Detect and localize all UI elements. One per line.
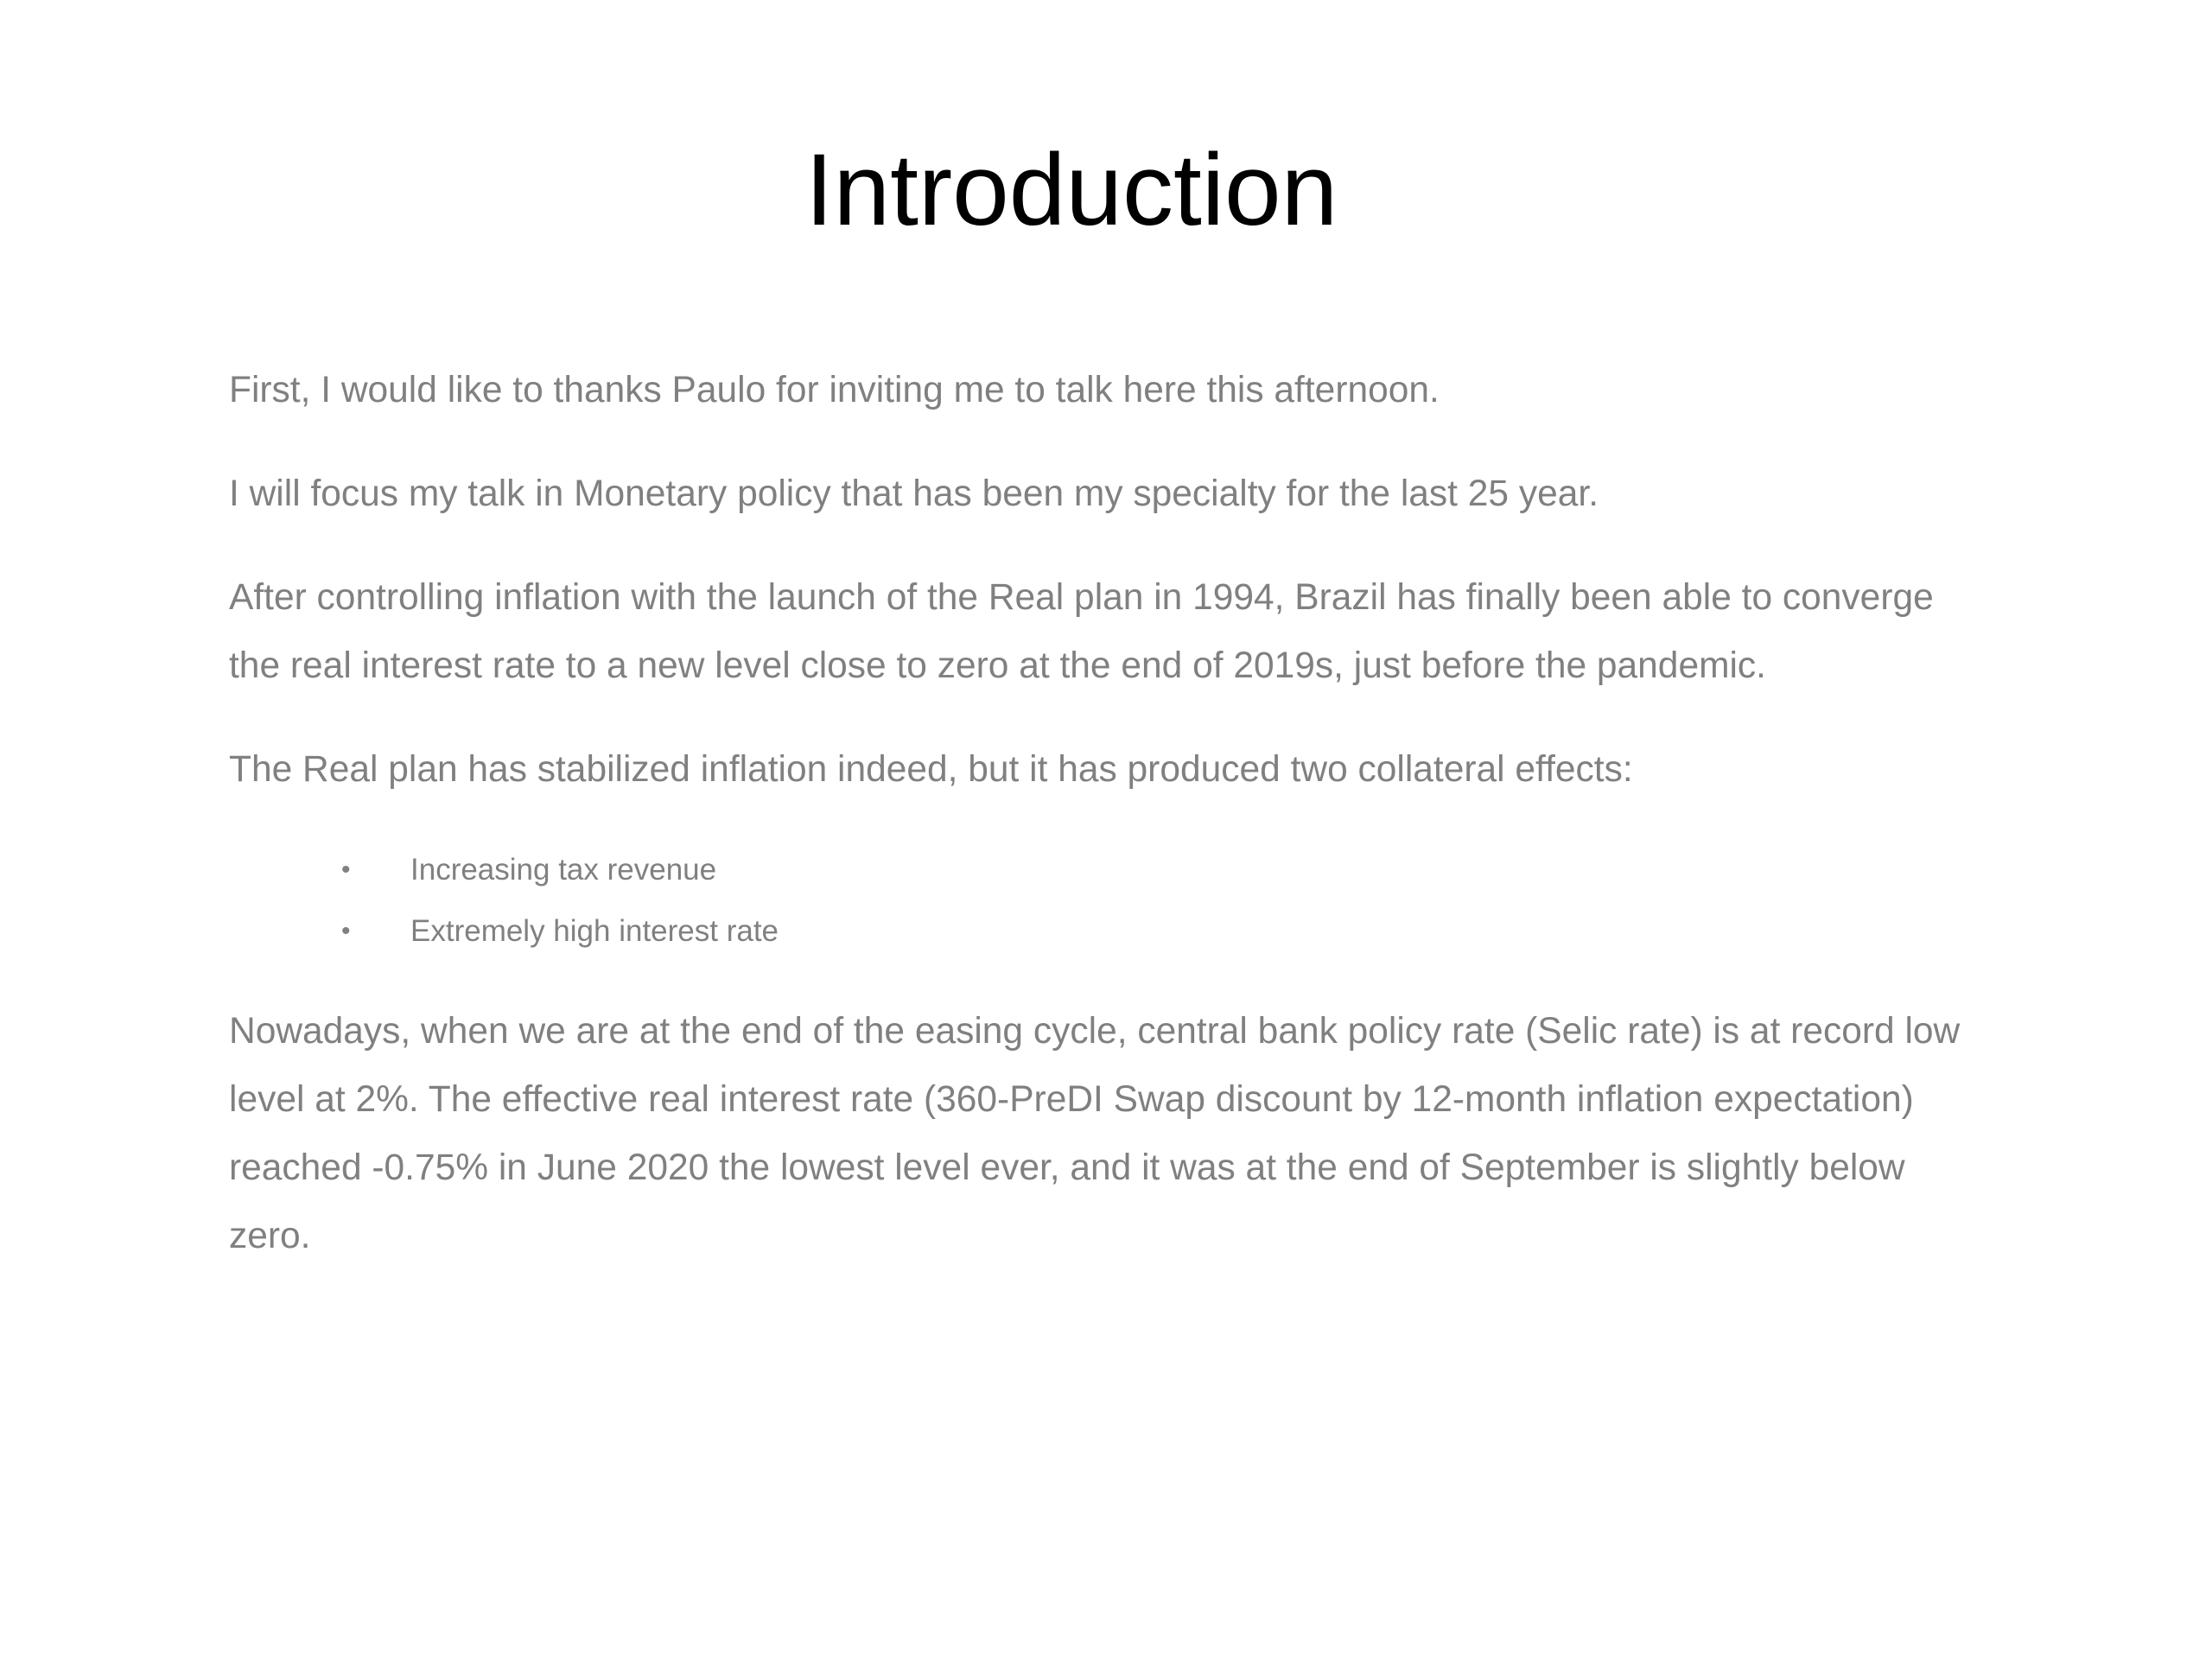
paragraph-current-rates: Nowadays, when we are at the end of the easing cycle, central bank policy rate (Selic rate) is at record low level at 2%. The effective real interest rate (360-PreDI Swap discount by 12-month inflation expectation) reached -0.75% in June 2020 the lowest level ever, and it was at the end of September is slightly below zero.	[229, 1011, 1961, 1256]
list-item	[229, 839, 1974, 900]
list-item-label: Extremely high interest rate	[410, 914, 779, 948]
bullet-icon: •	[341, 855, 351, 884]
bullet-icon: •	[341, 917, 351, 945]
paragraph-thanks: First, I would like to thanks Paulo for inviting me to talk here this afternoon.	[229, 370, 1440, 410]
list-item	[229, 900, 1974, 962]
paragraph-real-plan-history: After controlling inflation with the launch of the Real plan in 1994, Brazil has finally been able to converge the real interest rate to a new level close to zero at the end of 2019s, just before the pandemic.	[229, 577, 1934, 686]
paragraph-collateral-effects: The Real plan has stabilized inflation indeed, but it has produced two collateral effects:	[229, 749, 1633, 790]
list-item-label: Increasing tax revenue	[410, 853, 717, 887]
paragraph-focus: I will focus my talk in Monetary policy that has been my specialty for the last 25 year.	[229, 474, 1599, 514]
collateral-effects-list	[229, 839, 1974, 962]
slide-title: Introduction	[804, 133, 1338, 247]
slide-body	[229, 356, 1974, 1306]
